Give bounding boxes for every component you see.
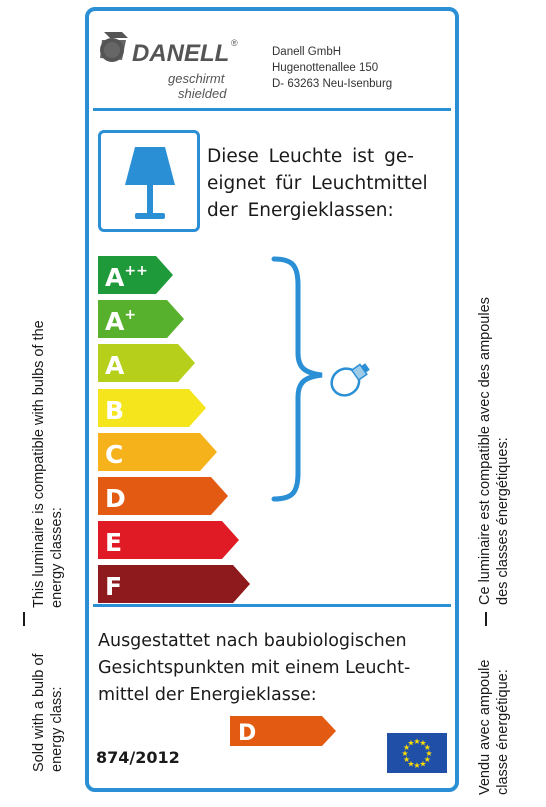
equipped-line: Gesichtspunkten mit einem Leucht- [98,658,411,678]
eu-star-icon: ★ [413,737,421,746]
suitability-line: der Energieklassen: [207,200,394,221]
side-text-right-top [476,297,512,605]
lamp-icon-box [98,130,200,232]
eu-star-icon: ★ [403,743,411,752]
equipped-line: mittel der Energieklasse: [98,685,317,705]
light-bulb-icon [322,356,382,410]
energy-class-arrow [98,521,242,559]
energy-class-plus: ++ [124,263,148,279]
logo-tagline-1: geschirmt [168,71,225,86]
energy-class-arrow [98,300,187,338]
side-line: Ce luminaire est compatible avec des ampoules [477,297,493,605]
address-line: D- 63263 Neu-Isenburg [272,78,393,90]
table-lamp-icon [101,133,197,229]
side-line: Sold with a bulb of [31,653,47,772]
address-line: Hugenottenallee 150 [272,62,379,74]
danell-logo [98,28,248,108]
suitability-text [207,143,447,224]
eu-star-icon: ★ [419,759,427,769]
side-text-left-bottom [30,654,66,773]
energy-class-arrow [98,477,231,515]
address-line: Danell GmbH [272,46,342,58]
eu-star-icon: ★ [403,755,411,764]
energy-class-letter: A++ [105,263,148,292]
energy-class-letter: B [105,395,125,425]
divider-bottom [93,604,451,607]
energy-class-arrow [98,565,253,603]
energy-class-plus: + [124,307,137,324]
side-text-right-bottom [476,660,512,795]
eu-star-icon: ★ [407,759,415,769]
divider-top [93,108,451,111]
eu-star-icon: ★ [423,755,431,764]
registered-mark: ® [231,38,238,48]
energy-class-letter: A+ [105,307,137,337]
side-divider-right [485,612,487,626]
equipped-line: Ausgestattet nach baubiologischen [98,631,407,651]
logo-wordmark: DANELL [132,40,230,67]
energy-class-letter: F [105,572,123,602]
eu-star-icon: ★ [419,738,427,748]
side-line: energy classes: [49,507,65,608]
energy-class-letter: A [105,351,125,381]
side-line: des classes énergétiques: [495,437,511,605]
suitability-line: Diese Leuchte ist ge- [207,146,414,167]
company-address [272,44,392,92]
eu-star-icon: ★ [425,749,433,758]
eu-star-icon: ★ [413,761,421,770]
eu-star-icon: ★ [407,738,415,748]
eu-star-icon: ★ [401,749,409,758]
suitability-line: eignet für Leuchtmittel [207,173,428,194]
regulation-number: 874/2012 [96,748,180,767]
energy-class-arrow [98,389,209,427]
eu-star-icon: ★ [423,743,431,752]
side-line: energy class: [49,686,65,772]
side-text-left-top [30,320,66,608]
side-line: Vendu avec ampoule [477,659,493,795]
energy-class-letter: C [105,439,124,469]
side-line: classe énergétique: [495,669,511,795]
logo-mark-icon [98,28,248,108]
energy-class-arrow [98,256,176,294]
class-range-brace [270,255,330,509]
energy-class-letter: E [105,528,123,558]
supplied-class-letter: D [238,721,257,746]
equipped-statement [98,628,410,709]
side-divider-left [23,612,25,626]
energy-class-arrow [98,433,220,471]
eu-flag-icon [387,733,447,773]
energy-class-letter: D [105,484,126,513]
supplied-class-badge [230,716,340,750]
logo-tagline-2: shielded [178,86,227,101]
side-line: This luminaire is compatible with bulbs of the [31,320,47,608]
energy-class-arrow [98,344,198,382]
